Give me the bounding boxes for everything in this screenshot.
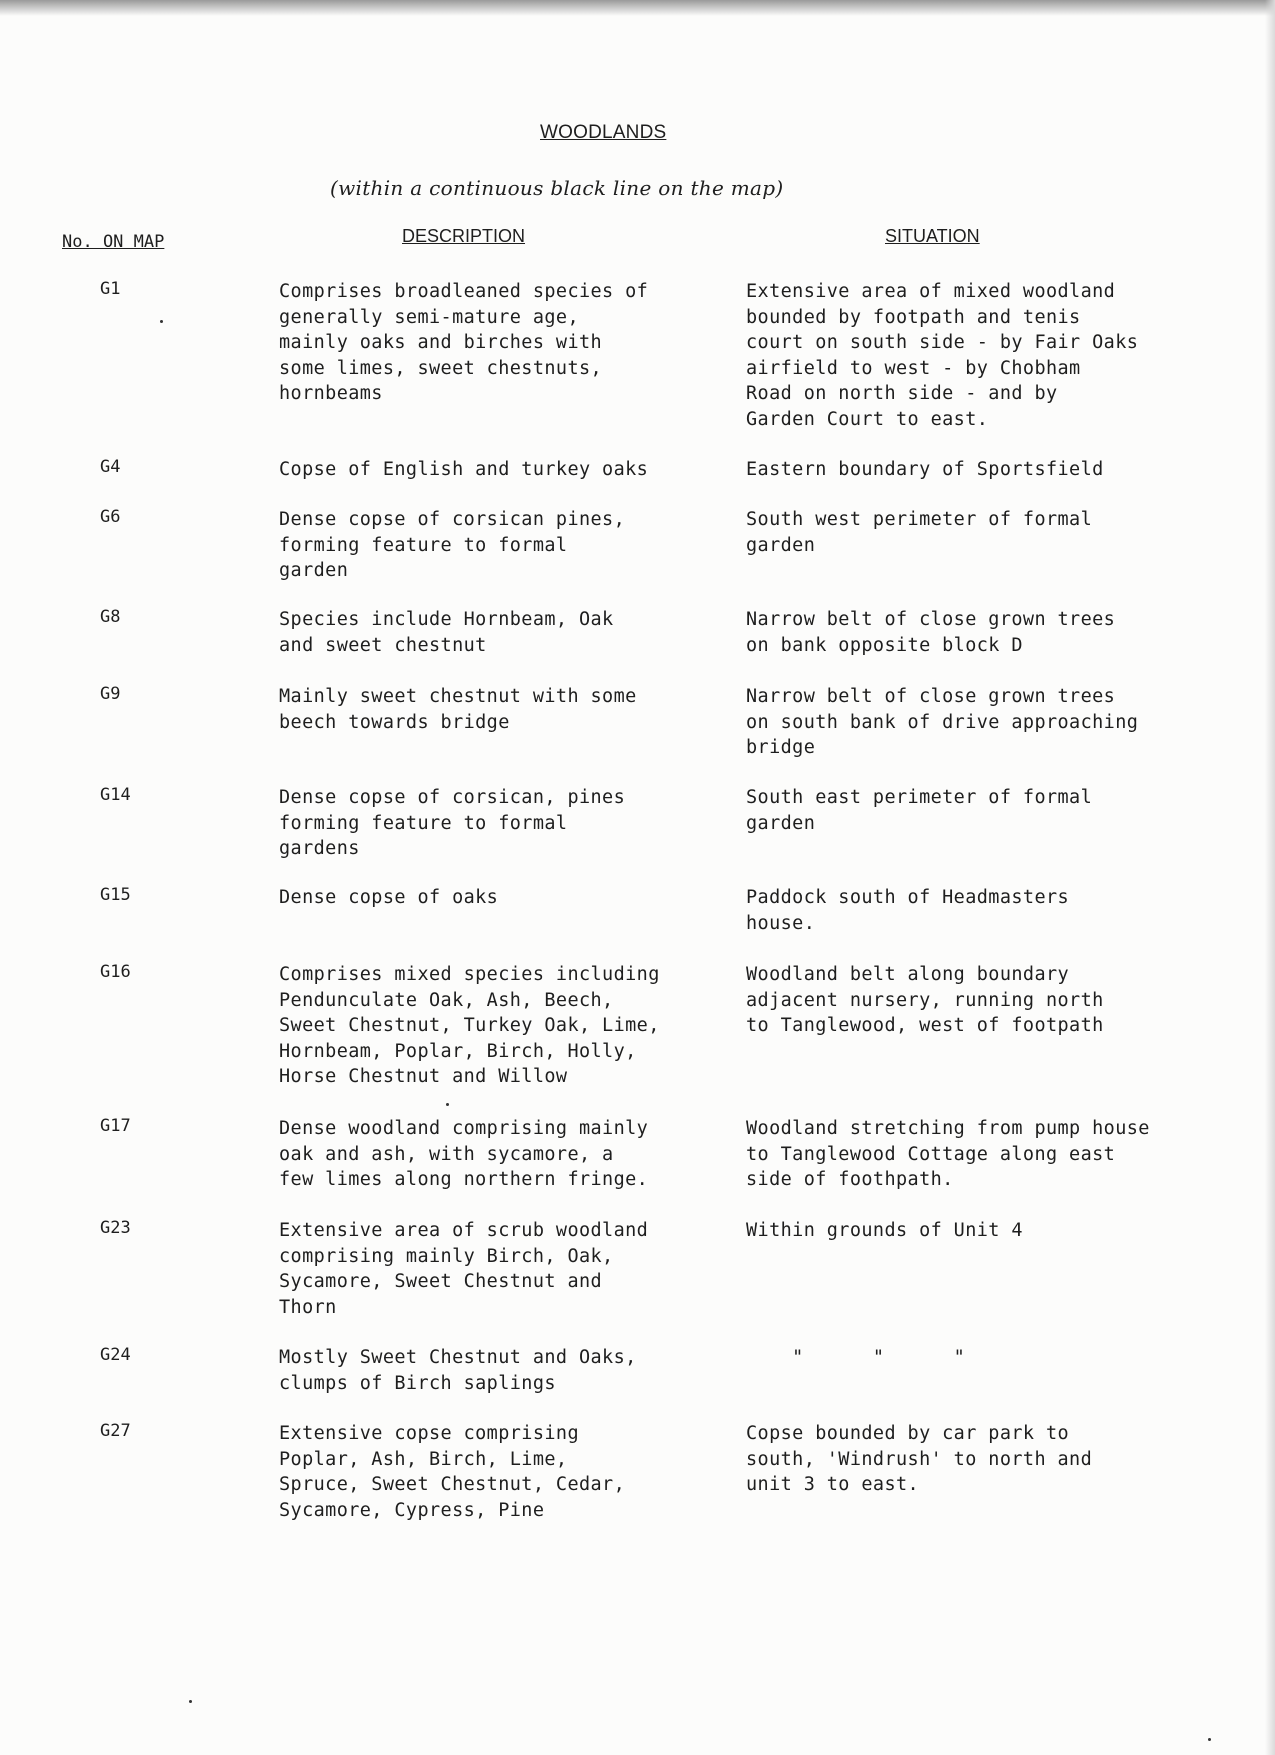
scan-right-edge xyxy=(1265,0,1275,1755)
map-number: G17 xyxy=(100,1116,131,1136)
column-header-description: DESCRIPTION xyxy=(402,226,526,246)
situation-cell: Eastern boundary of Sportsfield xyxy=(746,459,1104,480)
map-number: G23 xyxy=(100,1218,131,1238)
map-number: G14 xyxy=(100,785,131,805)
description-cell: Comprises mixed species including Pendunculate Oak, Ash, Beech, Sweet Chestnut, Turkey Oak, Lime, Hornbeam, Poplar, Birch, Holly, Horse Chestnut and Willow xyxy=(279,964,660,1088)
description-cell: Dense copse of corsican, pines forming feature to formal gardens xyxy=(279,787,626,860)
situation-cell: South west perimeter of formal garden xyxy=(746,509,1093,556)
description-cell: Species include Hornbeam, Oak and sweet chestnut xyxy=(279,609,614,656)
scan-top-shadow xyxy=(0,0,1275,16)
situation-cell: South east perimeter of formal garden xyxy=(746,787,1093,834)
description-cell: Dense copse of oaks xyxy=(279,887,499,908)
map-number: G1 xyxy=(100,279,121,299)
situation-cell: Woodland belt along boundary adjacent nursery, running north to Tanglewood, west of footpath xyxy=(746,964,1104,1037)
column-header-situation: SITUATION xyxy=(885,226,980,246)
situation-cell: Paddock south of Headmasters house. xyxy=(746,887,1070,934)
situation-cell: Copse bounded by car park to south, 'Windrush' to north and unit 3 to east. xyxy=(746,1423,1093,1496)
map-number: G8 xyxy=(100,607,121,627)
description-cell: Dense copse of corsican pines, forming feature to formal garden xyxy=(279,509,626,582)
description-cell: Dense woodland comprising mainly oak and ash, with sycamore, a few limes along northern fringe. xyxy=(279,1118,649,1191)
page-title: WOODLANDS xyxy=(540,122,667,143)
map-number: G24 xyxy=(100,1345,131,1365)
map-number: G6 xyxy=(100,507,121,527)
description-cell: Mostly Sweet Chestnut and Oaks, clumps of Birch saplings xyxy=(279,1347,637,1394)
map-number: G4 xyxy=(100,457,121,477)
description-cell: Comprises broadleaned species of generally semi-mature age, mainly oaks and birches with some limes, sweet chestnuts, hornbeams xyxy=(279,281,649,405)
situation-cell: Narrow belt of close grown trees on south bank of drive approaching bridge xyxy=(746,686,1139,759)
map-number: G16 xyxy=(100,962,131,982)
scan-speck xyxy=(446,1103,449,1106)
map-number: G15 xyxy=(100,885,131,905)
page-subtitle: (within a continuous black line on the map) xyxy=(330,176,784,200)
scan-speck xyxy=(1208,1738,1211,1741)
situation-cell: Woodland stretching from pump house to Tanglewood Cottage along east side of foothpath. xyxy=(746,1118,1150,1191)
description-cell: Mainly sweet chestnut with some beech towards bridge xyxy=(279,686,637,733)
situation-cell: Narrow belt of close grown trees on bank opposite block D xyxy=(746,609,1116,656)
description-cell: Copse of English and turkey oaks xyxy=(279,459,649,480)
situation-cell: Extensive area of mixed woodland bounded by footpath and tenis court on south side - by Fair Oaks airfield to west - by Chobham Road on north side - and by Garden Court to east. xyxy=(746,281,1139,430)
situation-cell: " " " xyxy=(746,1347,966,1368)
map-number: G9 xyxy=(100,684,121,704)
scan-speck xyxy=(189,1700,192,1703)
column-header-no: No. ON MAP xyxy=(62,232,165,252)
situation-cell: Within grounds of Unit 4 xyxy=(746,1220,1023,1241)
description-cell: Extensive area of scrub woodland comprising mainly Birch, Oak, Sycamore, Sweet Chestnut and Thorn xyxy=(279,1220,649,1318)
scan-speck xyxy=(160,320,163,323)
map-number: G27 xyxy=(100,1421,131,1441)
description-cell: Extensive copse comprising Poplar, Ash, Birch, Lime, Spruce, Sweet Chestnut, Cedar, Sycamore, Cypress, Pine xyxy=(279,1423,626,1521)
